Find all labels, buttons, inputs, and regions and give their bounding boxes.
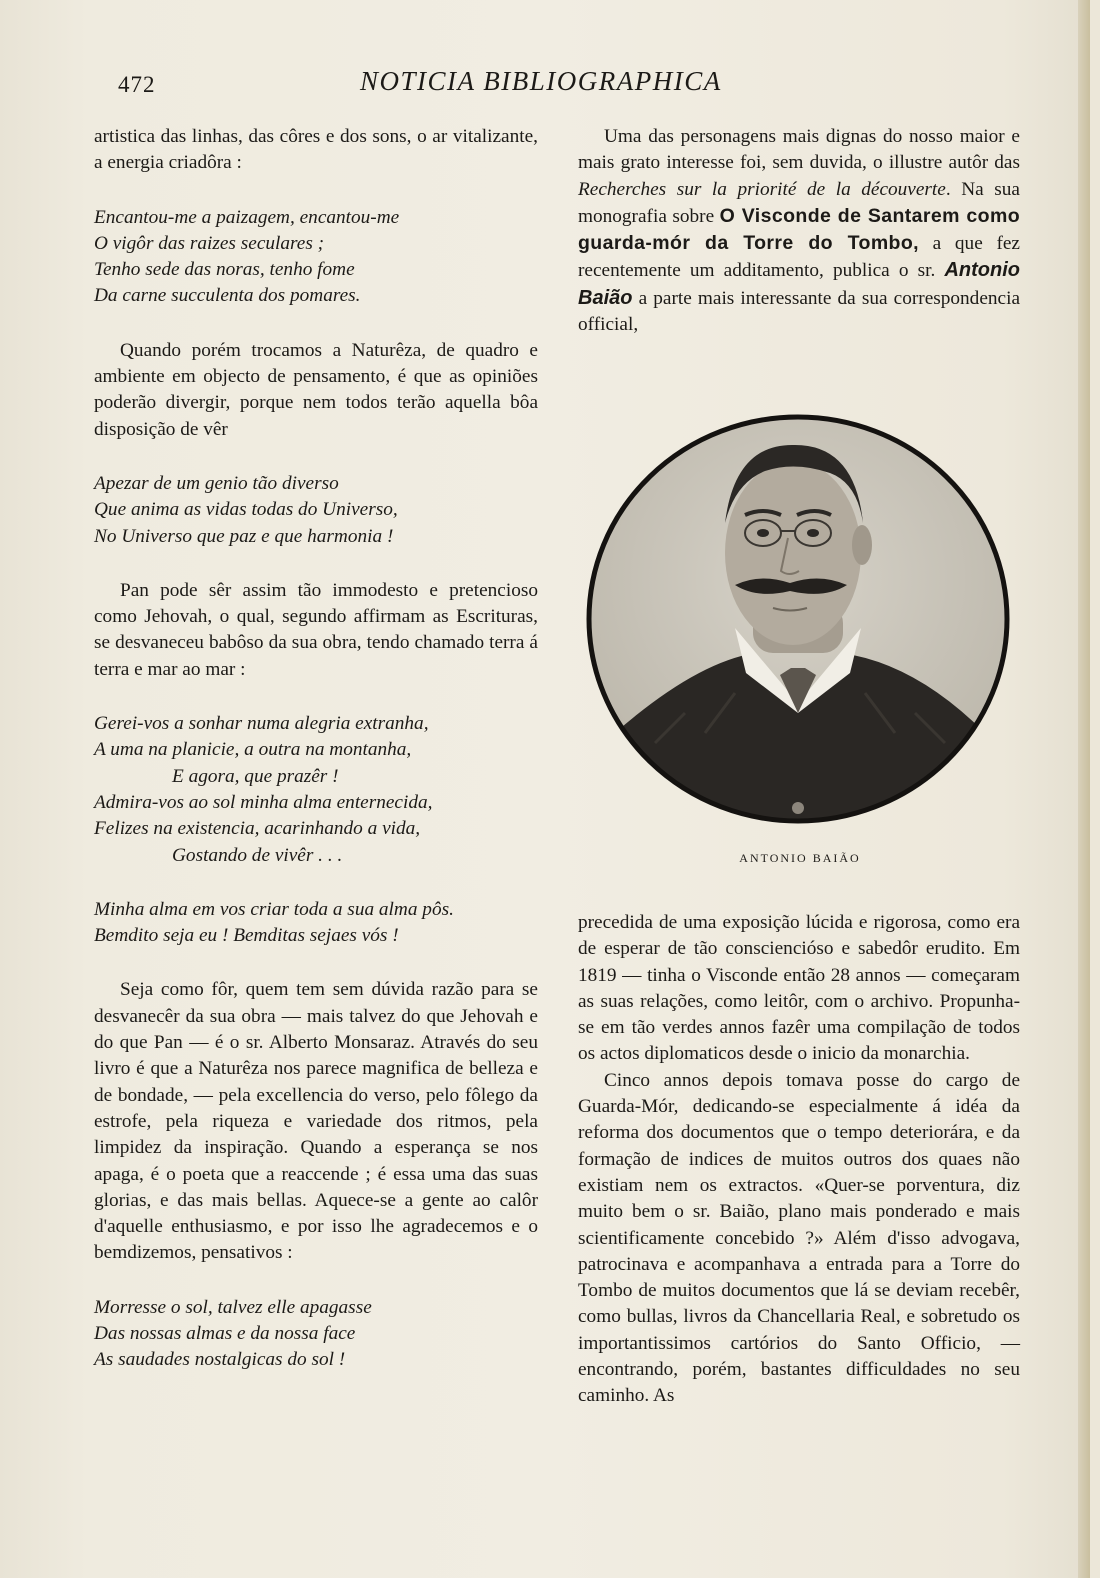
text-run: a que fez recentemente um additamento, publica o sr.: [578, 233, 1020, 282]
verse-line: As saudades nostalgicas do sol !: [94, 1349, 346, 1371]
paragraph: artistica das linhas, das côres e dos sons, o ar vitalizante, a energia criadôra :: [94, 126, 538, 174]
verse-stanza: [94, 1295, 538, 1374]
verse-line: Que anima as vidas todas do Universo,: [94, 499, 398, 521]
verse-line: Apezar de um genio tão diverso: [94, 472, 339, 494]
portrait-image: [585, 413, 1011, 825]
verse-line: Encantou-me a paizagem, encantou-me: [94, 206, 400, 228]
verse-line: Gerei-vos a sonhar numa alegria extranha,: [94, 713, 429, 735]
verse-line: No Universo que paz e que harmonia !: [94, 525, 394, 547]
page-number: 472: [118, 72, 156, 97]
verse-line: O vigôr das raizes seculares ;: [94, 232, 325, 254]
verse-line: Bemdito seja eu ! Bemditas sejaes vós !: [94, 925, 399, 947]
right-column-top: [578, 124, 1020, 338]
verse-line: Felizes na existencia, acarinhando a vida,: [94, 818, 421, 840]
verse-stanza: [94, 897, 538, 950]
verse-line: Da carne succulenta dos pomares.: [94, 285, 361, 307]
verse-line: Minha alma em vos criar toda a sua alma pôs.: [94, 898, 454, 920]
verse-stanza: [94, 205, 538, 310]
verse-line: E agora, que prazêr !: [172, 765, 339, 787]
running-head: NOTICIA BIBLIOGRAPHICA: [360, 66, 722, 96]
paragraph: Seja como fôr, quem tem sem dúvida razão para se desvanecêr da sua obra — mais talvez do que Jehovah e do que Pan — é o sr. Alberto Monsaraz. Através do seu livro é que a Naturêza nos parece magnifica de belleza e de bondade, — pela excellencia do verso, pelo fôlego da estrofe, pela riqueza e variedade dos ritmos, pela limpidez da inspiração. Quando a esperança se nos apaga, é o poeta que a reaccende ; é essa uma das suas glorias, e das mais bellas. Aquece-se a gente ao calôr d'aquelle enthusiasmo, e por isso lhe agradecemos e o bemdizemos, pensativos :: [94, 979, 538, 1264]
paragraph: Quando porém trocamos a Naturêza, de quadro e ambiente em objecto de pensamento, é que as opiniões poderão divergir, porque nem todos terão aquella bôa disposição de vêr: [94, 339, 538, 440]
right-column-bottom: [578, 910, 1020, 1410]
text-run: Uma das personagens mais dignas do nosso maior e mais grato interesse foi, sem duvida, o illustre autôr das: [578, 126, 1020, 174]
paragraph: [578, 124, 1020, 338]
book-title-french: Recherches sur la priorité de la découverte: [578, 178, 946, 200]
left-column: [94, 124, 538, 1374]
page-edge: [1078, 0, 1090, 1578]
paragraph: Pan pode sêr assim tão immodesto e pretencioso como Jehovah, o qual, segundo affirmam as Escrituras, se desvaneceu babôso da sua obra, tendo chamado terra á terra e mar ao mar :: [94, 579, 538, 680]
verse-line: A uma na planicie, a outra na montanha,: [94, 739, 412, 761]
verse-stanza: [94, 471, 538, 550]
paragraph: precedida de uma exposição lúcida e rigorosa, como era de esperar de tão consciencióso e sabedôr erudito. Em 1819 — tinha o Visconde então 28 annos — começaram as suas relações, como leitôr, com o archivo. Propunha-se em tão verdes annos fazêr uma compilação de todos os actos diplomaticos desde o inicio da monarchia.: [578, 912, 1020, 1065]
portrait-caption: ANTONIO BAIÃO: [739, 851, 861, 865]
monograph-title: O Visconde de Santarem como guarda-mór da Torre do Tombo,: [578, 204, 1021, 255]
text-run: . Na sua monografia sobre: [578, 178, 1020, 227]
verse-line: Admira-vos ao sol minha alma enternecida,: [94, 791, 433, 813]
verse-line: Morresse o sol, talvez elle apagasse: [94, 1296, 372, 1318]
author-name: Antonio Baião: [578, 259, 1020, 309]
verse-line: Das nossas almas e da nossa face: [94, 1322, 356, 1344]
text-run: a parte mais interessante da sua correspondencia official,: [578, 287, 1020, 336]
verse-line: Gostando de vivêr . . .: [172, 844, 343, 866]
verse-stanza: [94, 711, 538, 869]
verse-line: Tenho sede das noras, tenho fome: [94, 259, 355, 281]
paragraph: Cinco annos depois tomava posse do cargo de Guarda-Mór, dedicando-se especialmente á idéa da reforma dos documentos que o tempo deteriorára, e da formação de indices de muitos outros dos quaes não existiam nem os extractos. «Quer-se porventura, diz muito bem o sr. Baião, plano mais ponderado e mais scientificamente concebido ?» Além d'isso advogava, patrocinava e acompanhava a entrada para a Torre do Tombo de muitos documentos que lá se deviam recebêr, como bullas, livros da Chancellaria Real, e sobretudo os importantissimos cartórios do Santo Officio, — encontrando, porém, bastantes difficuldades no seu caminho. As: [578, 1069, 1020, 1407]
